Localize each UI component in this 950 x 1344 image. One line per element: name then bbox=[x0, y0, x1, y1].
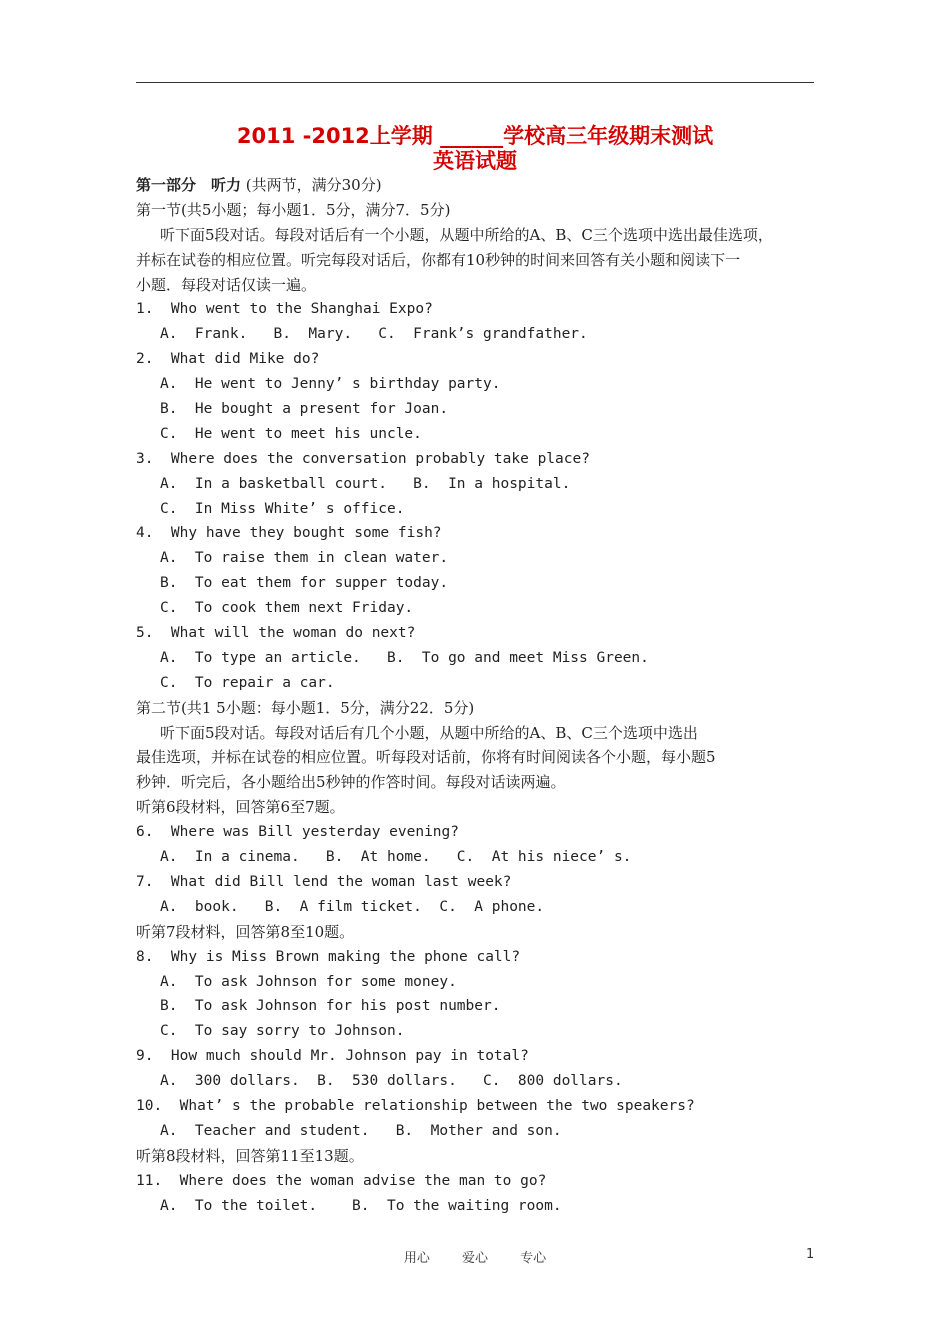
question-7-options: A. book. B. A film ticket. C. A phone. bbox=[160, 898, 545, 915]
question-8-option-b: B. To ask Johnson for his post number. bbox=[160, 998, 501, 1015]
part1-instruction-3: 小题．每段对话仅读一遍。 bbox=[136, 275, 317, 294]
question-7: 7. What did Bill lend the woman last week? bbox=[136, 873, 512, 890]
section-heading-rest: (共两节，满分30分) bbox=[241, 176, 382, 194]
question-10-options: A. Teacher and student. B. Mother and son. bbox=[160, 1122, 562, 1139]
part1-heading: 第一节(共5小题；每小题1．5分，满分7．5分) bbox=[136, 200, 451, 219]
question-8: 8. Why is Miss Brown making the phone call? bbox=[136, 948, 521, 965]
question-2-option-c: C. He went to meet his uncle. bbox=[160, 425, 422, 442]
question-5-option-c: C. To repair a car. bbox=[160, 674, 335, 691]
header-rule bbox=[136, 82, 814, 83]
question-6: 6. Where was Bill yesterday evening? bbox=[136, 824, 460, 841]
section-heading bbox=[136, 173, 836, 198]
exam-subtitle: 英语试题 bbox=[433, 149, 517, 173]
footer-word-3: 专心 bbox=[520, 1251, 547, 1266]
question-3-options-ab: A. In a basketball court. B. In a hospital. bbox=[160, 475, 571, 492]
exam-body bbox=[136, 173, 836, 1218]
question-4-option-b: B. To eat them for supper today. bbox=[160, 575, 449, 592]
question-8-option-c: C. To say sorry to Johnson. bbox=[160, 1023, 405, 1040]
question-9: 9. How much should Mr. Johnson pay in total? bbox=[136, 1048, 529, 1065]
exam-title: 2011 -2012上学期 ______学校高三年级期末测试 bbox=[236, 124, 714, 148]
material-7-note: 听第7段材料，回答第8至10题。 bbox=[136, 922, 355, 941]
question-2-option-a: A. He went to Jenny’ s birthday party. bbox=[160, 376, 501, 393]
question-6-options: A. In a cinema. B. At home. C. At his niece’ s. bbox=[160, 849, 632, 866]
material-6-note: 听第6段材料，回答第6至7题。 bbox=[136, 798, 345, 817]
part2-heading: 第二节(共1 5小题：每小题1．5分，满分22．5分) bbox=[136, 698, 475, 717]
footer-word-1: 用心 bbox=[403, 1251, 430, 1266]
part1-instruction-2: 并标在试卷的相应位置。听完每段对话后，你都有10秒钟的时间来回答有关小题和阅读下一 bbox=[136, 250, 741, 269]
section-heading-bold: 第一部分 听力 bbox=[136, 176, 242, 194]
question-4-option-c: C. To cook them next Friday. bbox=[160, 600, 414, 617]
question-4: 4. Why have they bought some fish? bbox=[136, 525, 442, 542]
question-9-options: A. 300 dollars. B. 530 dollars. C. 800 dollars. bbox=[160, 1073, 623, 1090]
question-5: 5. What will the woman do next? bbox=[136, 625, 416, 642]
question-1-options: A. Frank. B. Mary. C. Frank’s grandfather. bbox=[160, 326, 588, 343]
material-8-note: 听第8段材料，回答第11至13题。 bbox=[136, 1146, 364, 1165]
question-5-options-ab: A. To type an article. B. To go and meet Miss Green. bbox=[160, 649, 649, 666]
question-10: 10. What’ s the probable relationship between the two speakers? bbox=[136, 1097, 695, 1114]
part1-instruction-1: 听下面5段对话。每段对话后有一个小题，从题中所给的A、B、C三个选项中选出最佳选项， bbox=[160, 225, 773, 244]
part2-instruction-1: 听下面5段对话。每段对话后有几个小题，从题中所给的A、B、C三个选项中选出 bbox=[160, 723, 698, 742]
question-11-options: A. To the toilet. B. To the waiting room. bbox=[160, 1197, 562, 1214]
question-2: 2. What did Mike do? bbox=[136, 351, 320, 368]
question-11: 11. Where does the woman advise the man to go? bbox=[136, 1172, 547, 1189]
question-2-option-b: B. He bought a present for Joan. bbox=[160, 401, 449, 418]
question-1: 1. Who went to the Shanghai Expo? bbox=[136, 301, 433, 318]
question-4-option-a: A. To raise them in clean water. bbox=[160, 550, 449, 567]
page-number: 1 bbox=[806, 1247, 815, 1262]
question-3: 3. Where does the conversation probably take place? bbox=[136, 450, 590, 467]
question-8-option-a: A. To ask Johnson for some money. bbox=[160, 973, 457, 990]
part2-instruction-3: 秒钟．听完后，各小题给出5秒钟的作答时间。每段对话读两遍。 bbox=[136, 773, 566, 792]
footer-word-2: 爱心 bbox=[461, 1251, 488, 1266]
part2-instruction-2: 最佳选项，并标在试卷的相应位置。听每段对话前，你将有时间阅读各个小题，每小题5 bbox=[136, 748, 716, 767]
question-3-option-c: C. In Miss White’ s office. bbox=[160, 500, 405, 517]
